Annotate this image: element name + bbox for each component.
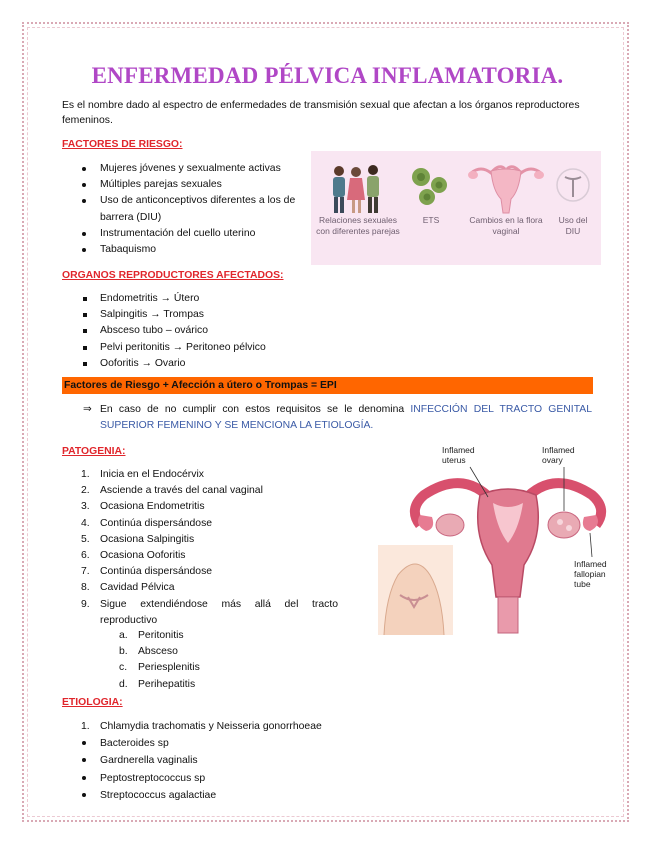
sub-text: Periesplenitis — [138, 662, 200, 674]
list-item — [81, 516, 338, 532]
step-number: 6. — [81, 550, 90, 562]
list-item: Bacteroides sp — [100, 735, 440, 752]
step-text: Asciende a través del canal vaginal — [100, 485, 263, 497]
list-item: Pelvi peritonitis → Peritoneo pélvico — [100, 340, 400, 356]
uterus-illustration-art — [378, 445, 616, 635]
step-number: 8. — [81, 582, 90, 594]
organs-heading: ORGANOS REPRODUCTORES AFECTADOS: — [62, 270, 284, 281]
organs-list — [100, 291, 400, 372]
list-item — [81, 718, 440, 735]
patogenia-substeps — [119, 628, 298, 693]
step-text: Cavidad Pélvica — [100, 582, 175, 594]
list-item: Absceso tubo – ovárico — [100, 323, 400, 339]
infographic-caption: Relaciones sexuales con diferentes parejas — [316, 215, 400, 236]
list-item — [81, 532, 338, 548]
step-text: Inicia en el Endocérvix — [100, 469, 204, 480]
uterus-icon — [468, 167, 544, 213]
list-item — [119, 660, 298, 676]
list-item — [119, 628, 298, 644]
note-text: En caso de no cumplir con estos requisitos se le denomina — [100, 404, 411, 415]
list-item — [81, 597, 338, 629]
step-number: 1. — [81, 721, 90, 732]
step-text: Sigue extendiéndose más allá del tracto reproductivo — [100, 598, 338, 626]
note-paragraph — [83, 402, 592, 433]
list-item: Ooforitis → Ovario — [100, 356, 400, 372]
step-number: 5. — [81, 533, 90, 545]
etiologia-list — [81, 718, 440, 804]
step-number: 4. — [81, 517, 90, 529]
list-item: Uso de anticonceptivos diferentes a los de barrera (DIU) — [100, 193, 310, 225]
implies-arrow: ⇒ — [83, 403, 92, 415]
page-title: ENFERMEDAD PÉLVICA INFLAMATORIA. — [91, 63, 564, 88]
step-text: Continúa dispersándose — [100, 566, 213, 578]
intro-paragraph: Es el nombre dado al espectro de enfermedades de transmisión sexual que afectan a los órganos reproductores femeninos. — [62, 100, 580, 126]
list-item — [119, 677, 298, 693]
list-item — [119, 644, 298, 660]
step-number: 7. — [81, 566, 90, 578]
step-text: Ocasiona Salpingitis — [100, 533, 195, 545]
step-text: Ocasiona Endometritis — [100, 501, 205, 513]
list-item: Tabaquismo — [100, 242, 310, 258]
risk-list — [100, 161, 310, 258]
list-item: Gardnerella vaginalis — [100, 752, 440, 769]
step-text: Ocasiona Ooforitis — [100, 550, 186, 562]
step-text: Chlamydia trachomatis y Neisseria gonorrhoeae — [100, 721, 322, 732]
risk-heading: FACTORES DE RIESGO: — [62, 139, 183, 150]
step-number: 3. — [81, 501, 90, 513]
step-number: 1. — [81, 469, 90, 480]
note-blue-text: INFECCIÓN DEL TRACTO GENITAL SUPERIOR FEMENINO Y SE MENCIONA LA ETIOLOGÍA. — [100, 404, 592, 431]
risk-infographic — [311, 151, 601, 265]
sub-letter: c. — [119, 662, 128, 674]
label-inflamed-uterus: Inflamed uterus — [442, 445, 475, 465]
infographic-caption: Cambios en la flora vaginal — [469, 215, 543, 236]
epi-formula-banner: Factores de Riesgo + Afección a útero o Trompas = EPI — [62, 377, 593, 394]
infographic-caption: Uso del DIU — [558, 215, 588, 236]
risk-infographic-art — [311, 151, 601, 265]
label-inflamed-tube: Inflamed fallopian tube — [574, 559, 607, 589]
list-item — [81, 548, 338, 564]
list-item: Salpingitis → Trompas — [100, 307, 400, 323]
list-item: Mujeres jóvenes y sexualmente activas — [100, 161, 310, 177]
list-item: Streptococcus agalactiae — [100, 787, 440, 804]
list-item: Múltiples parejas sexuales — [100, 177, 310, 193]
germs-icon — [412, 168, 447, 205]
etiologia-heading: ETIOLOGIA: — [62, 697, 123, 708]
list-item: Instrumentación del cuello uterino — [100, 226, 310, 242]
patogenia-steps — [81, 467, 338, 629]
sub-letter: d. — [119, 678, 128, 690]
sub-letter: b. — [119, 646, 128, 658]
list-item: Endometritis → Útero — [100, 291, 400, 307]
uterus-illustration — [378, 445, 616, 635]
step-text: Continúa dispersándose — [100, 517, 213, 529]
sub-text: Absceso — [138, 646, 178, 658]
list-item — [81, 467, 338, 483]
infographic-caption: ETS — [422, 215, 440, 225]
list-item — [81, 580, 338, 596]
list-item — [81, 483, 338, 499]
people-icon — [333, 165, 379, 213]
list-item — [81, 499, 338, 515]
sub-text: Peritonitis — [138, 630, 184, 641]
label-inflamed-ovary: Inflamed ovary — [542, 445, 575, 465]
patogenia-heading: PATOGENIA: — [62, 446, 126, 457]
step-number: 9. — [81, 598, 90, 610]
list-item — [81, 564, 338, 580]
step-number: 2. — [81, 485, 90, 497]
sub-text: Perihepatitis — [138, 678, 196, 690]
list-item: Peptostreptococcus sp — [100, 770, 440, 787]
iud-icon — [557, 169, 589, 201]
sub-letter: a. — [119, 630, 128, 641]
